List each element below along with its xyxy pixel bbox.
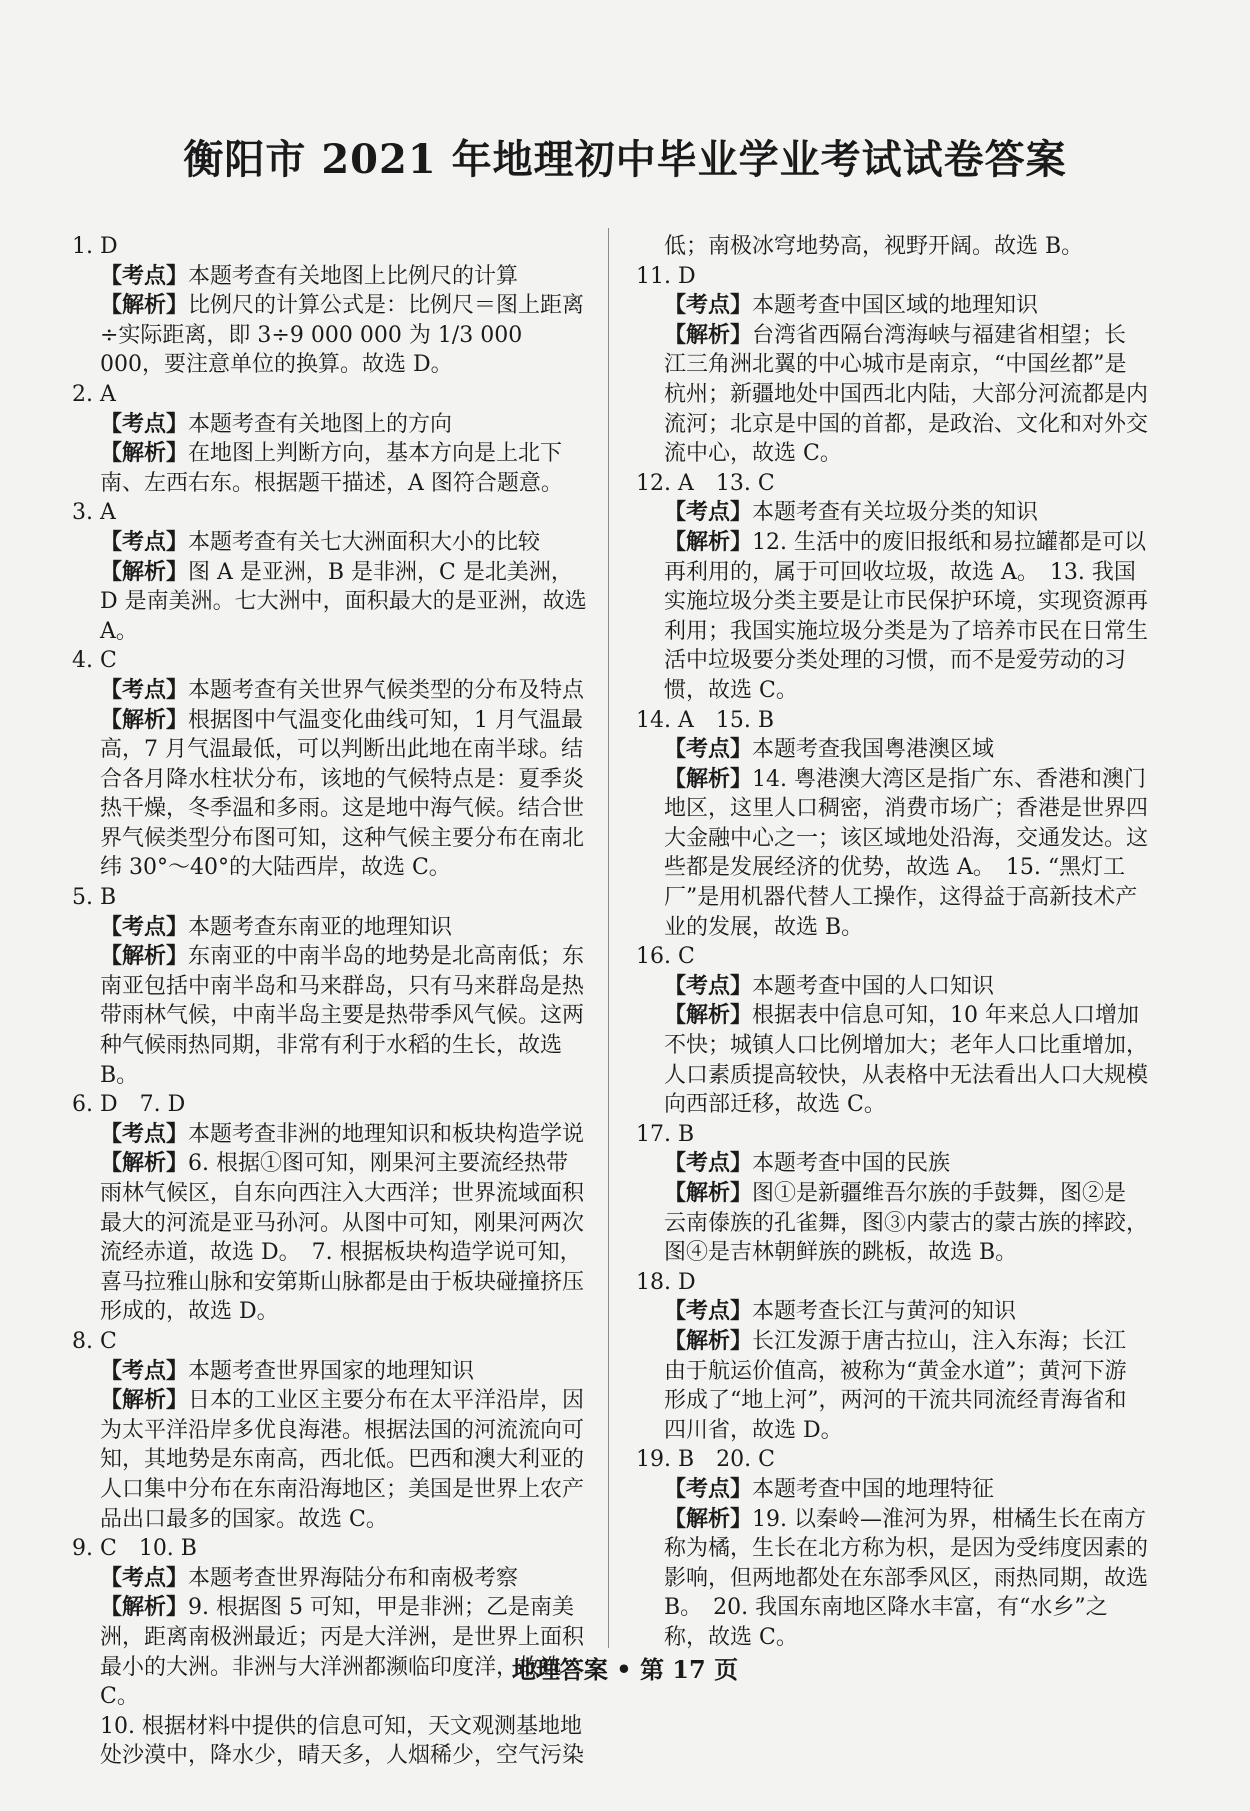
section-tag: 【考点】 bbox=[100, 1564, 189, 1591]
explanation-paragraph bbox=[664, 291, 1148, 321]
explanation-paragraph bbox=[100, 1386, 588, 1534]
column-divider bbox=[608, 228, 609, 1648]
explanation-paragraph bbox=[664, 1297, 1148, 1327]
explanation-paragraph bbox=[664, 1179, 1148, 1268]
question-answer: 8. C bbox=[72, 1328, 117, 1354]
explanation-text: 14. 粤港澳大湾区是指广东、香港和澳门地区，这里人口稠密，消费市场广；香港是世界四大金融中心之一；该区域地处沿海，交通发达。这些都是发展经济的优势，故选 A。 15. “黑灯工厂”是用机器代替人工操作，这得益于高新技术产业的发展，故选 B。 bbox=[664, 766, 1149, 940]
section-tag: 【解析】 bbox=[664, 321, 753, 348]
section-tag: 【解析】 bbox=[664, 765, 753, 792]
explanation-paragraph bbox=[664, 321, 1148, 469]
explanation-text: 图 A 是亚洲，B 是非洲，C 是北美洲，D 是南美洲。七大洲中，面积最大的是亚洲，故选 A。 bbox=[100, 559, 587, 644]
explanation-text: 本题考查有关世界气候类型的分布及特点 bbox=[188, 677, 585, 703]
question-answer: 18. D bbox=[636, 1269, 696, 1295]
section-tag: 【解析】 bbox=[664, 1327, 753, 1354]
question-answer: 11. D bbox=[636, 263, 696, 289]
section-tag: 【考点】 bbox=[664, 499, 753, 526]
section-tag: 【考点】 bbox=[664, 1298, 753, 1325]
explanation-paragraph bbox=[100, 1120, 588, 1150]
question-answer: 12. A 13. C bbox=[636, 470, 775, 496]
explanation-text: 本题考查有关七大洲面积大小的比较 bbox=[188, 529, 541, 555]
explanation-text: 本题考查有关地图上比例尺的计算 bbox=[188, 263, 519, 289]
explanation-text: 根据图中气温变化曲线可知，1 月气温最高，7 月气温最低，可以判断出此地在南半球。结合各月降水柱状分布，该地的气候特点是：夏季炎热干燥，冬季温和多雨。这是地中海气候。结合世界气候类型分布图可知，这种气候主要分布在南北纬 30°～40°的大陆西岸，故选 C。 bbox=[100, 707, 585, 881]
explanation-text: 本题考查东南亚的地理知识 bbox=[188, 914, 453, 940]
explanation-text: 本题考查我国粤港澳区域 bbox=[752, 737, 995, 763]
question-answer: 5. B bbox=[72, 885, 117, 911]
explanation-text: 本题考查中国的人口知识 bbox=[752, 973, 995, 999]
explanation-paragraph bbox=[664, 735, 1148, 765]
section-tag: 【解析】 bbox=[100, 440, 189, 467]
explanation-paragraph bbox=[664, 1475, 1148, 1505]
page-footer: 地理答案 • 第 17 页 bbox=[511, 1655, 739, 1684]
explanation-paragraph bbox=[664, 1327, 1148, 1445]
explanation-text: 比例尺的计算公式是：比例尺＝图上距离÷实际距离，即 3÷9 000 000 为 1/3 000 000，要注意单位的换算。故选 D。 bbox=[100, 293, 585, 378]
explanation-text: 根据表中信息可知，10 年来总人口增加不快；城镇人口比例增加大；老年人口比重增加，人口素质提高较快，从表格中无法看出人口大规模向西部迁移，故选 C。 bbox=[664, 1003, 1149, 1118]
question-answer: 2. A bbox=[72, 381, 116, 407]
explanation-text: 本题考查世界海陆分布和南极考察 bbox=[188, 1565, 519, 1591]
explanation-paragraph bbox=[100, 1357, 588, 1387]
section-tag: 【解析】 bbox=[664, 1180, 753, 1206]
section-tag: 【解析】 bbox=[100, 292, 189, 319]
section-tag: 【解析】 bbox=[100, 943, 189, 970]
explanation-paragraph bbox=[100, 1149, 588, 1327]
section-tag: 【考点】 bbox=[100, 410, 189, 437]
explanation-paragraph bbox=[100, 706, 588, 884]
explanation-text: 本题考查有关地图上的方向 bbox=[188, 411, 453, 437]
explanation-paragraph bbox=[100, 942, 588, 1090]
explanation-text: 东南亚的中南半岛的地势是北高南低；东南亚包括中南半岛和马来群岛，只有马来群岛是热带雨林气候，中南半岛主要是热带季风气候。这两种气候雨热同期，非常有利于水稻的生长，故选 B。 bbox=[100, 944, 585, 1088]
section-tag: 【解析】 bbox=[100, 558, 189, 585]
section-tag: 【考点】 bbox=[100, 1357, 189, 1384]
explanation-text: 本题考查中国的地理特征 bbox=[752, 1476, 995, 1502]
question-answer: 16. C bbox=[636, 944, 695, 970]
right-column bbox=[636, 232, 1148, 1653]
section-tag: 【解析】 bbox=[664, 528, 753, 555]
explanation-text: 本题考查非洲的地理知识和板块构造学说 bbox=[188, 1121, 585, 1147]
explanation-paragraph bbox=[100, 439, 588, 498]
section-tag: 【解析】 bbox=[664, 1002, 753, 1029]
explanation-paragraph bbox=[100, 410, 588, 440]
page-title: 衡阳市 2021 年地理初中毕业学业考试试卷答案 bbox=[183, 136, 1067, 183]
explanation-paragraph bbox=[664, 1001, 1148, 1119]
explanation-text: 低；南极冰穹地势高，视野开阔。故选 B。 bbox=[664, 234, 1084, 259]
explanation-text: 长江发源于唐古拉山，注入东海；长江由于航运价值高，被称为“黄金水道”；黄河下游形成了“地上河”，两河的干流共同流经青海省和四川省，故选 D。 bbox=[664, 1328, 1127, 1443]
section-tag: 【解析】 bbox=[664, 1505, 753, 1532]
explanation-paragraph bbox=[100, 558, 588, 647]
explanation-paragraph bbox=[664, 1149, 1148, 1179]
question-answer: 19. B 20. C bbox=[636, 1447, 775, 1473]
section-tag: 【考点】 bbox=[664, 736, 753, 763]
section-tag: 【解析】 bbox=[100, 1387, 189, 1414]
section-tag: 【解析】 bbox=[100, 1150, 189, 1177]
explanation-text: 6. 根据①图可知，刚果河主要流经热带雨林气候区，自东向西注入大西洋；世界流域面积最大的河流是亚马孙河。从图中可知，刚果河两次流经赤道，故选 D。 7. 根据板块构造学说可知，喜马拉雅山脉和安第斯山脉都是由于板块碰撞挤压形成的，故选 D。 bbox=[100, 1151, 585, 1325]
question-answer: 9. C 10. B bbox=[72, 1536, 197, 1562]
section-tag: 【解析】 bbox=[100, 1594, 189, 1621]
explanation-paragraph bbox=[664, 232, 1148, 262]
explanation-text: 本题考查世界国家的地理知识 bbox=[188, 1358, 475, 1384]
explanation-paragraph bbox=[664, 972, 1148, 1002]
explanation-paragraph bbox=[100, 262, 588, 292]
section-tag: 【考点】 bbox=[100, 1120, 189, 1147]
explanation-text: 10. 根据材料中提供的信息可知，天文观测基地地处沙漠中，降水少，晴天多，人烟稀少，空气污染 bbox=[100, 1713, 585, 1769]
explanation-text: 9. 根据图 5 可知，甲是非洲；乙是南美洲，距离南极洲最近；丙是大洋洲，是世界上面积最小的大洲。非洲与大洋洲都濒临印度洋，故选 C。 bbox=[100, 1595, 585, 1710]
explanation-text: 日本的工业区主要分布在太平洋沿岸，因为太平洋沿岸多优良海港。根据法国的河流流向可知，其地势是东南高，西北低。巴西和澳大利亚的人口集中分布在东南沿海地区；美国是世界上农产品出口最多的国家。故选 C。 bbox=[100, 1388, 585, 1532]
section-tag: 【考点】 bbox=[664, 972, 753, 999]
explanation-paragraph bbox=[100, 291, 588, 380]
section-tag: 【考点】 bbox=[100, 913, 189, 940]
explanation-paragraph bbox=[664, 498, 1148, 528]
section-tag: 【考点】 bbox=[664, 1150, 753, 1177]
section-tag: 【考点】 bbox=[100, 262, 189, 289]
left-column bbox=[72, 232, 588, 1771]
explanation-paragraph bbox=[100, 913, 588, 943]
question-answer: 17. B bbox=[636, 1121, 695, 1147]
question-answer: 1. D bbox=[72, 234, 118, 259]
explanation-paragraph bbox=[100, 528, 588, 558]
explanation-paragraph bbox=[100, 676, 588, 706]
question-answer: 14. A 15. B bbox=[636, 707, 775, 733]
section-tag: 【考点】 bbox=[664, 292, 753, 319]
explanation-text: 本题考查中国区域的地理知识 bbox=[752, 293, 1039, 319]
question-answer: 4. C bbox=[72, 648, 117, 674]
explanation-text: 本题考查长江与黄河的知识 bbox=[752, 1299, 1017, 1325]
explanation-text: 本题考查中国的民族 bbox=[752, 1151, 951, 1177]
explanation-paragraph bbox=[100, 1712, 588, 1771]
explanation-paragraph bbox=[664, 528, 1148, 706]
explanation-text: 图①是新疆维吾尔族的手鼓舞，图②是云南傣族的孔雀舞，图③内蒙古的蒙古族的摔跤，图④是吉林朝鲜族的跳板，故选 B。 bbox=[664, 1181, 1149, 1266]
section-tag: 【解析】 bbox=[100, 706, 189, 733]
explanation-text: 19. 以秦岭—淮河为界，柑橘生长在南方称为橘，生长在北方称为枳，是因为受纬度因素的影响，但两地都处在东部季风区，雨热同期，故选 B。 20. 我国东南地区降水丰富，有“水乡”之称，故选 C。 bbox=[664, 1506, 1149, 1650]
explanation-text: 台湾省西隔台湾海峡与福建省相望；长江三角洲北翼的中心城市是南京，“中国丝都”是杭州；新疆地处中国西北内陆，大部分河流都是内流河；北京是中国的首都，是政治、文化和对外交流中心，故选 C。 bbox=[664, 322, 1149, 467]
explanation-paragraph bbox=[100, 1564, 588, 1594]
question-answer: 6. D 7. D bbox=[72, 1092, 186, 1118]
explanation-text: 本题考查有关垃圾分类的知识 bbox=[752, 500, 1039, 526]
explanation-text: 在地图上判断方向，基本方向是上北下南、左西右东。根据题干描述，A 图符合题意。 bbox=[100, 441, 563, 496]
explanation-paragraph bbox=[664, 1505, 1148, 1653]
question-answer: 3. A bbox=[72, 500, 116, 526]
section-tag: 【考点】 bbox=[100, 528, 189, 555]
explanation-paragraph bbox=[664, 765, 1148, 943]
explanation-text: 12. 生活中的废旧报纸和易拉罐都是可以再利用的，属于可回收垃圾，故选 A。 13. 我国实施垃圾分类主要是让市民保护环境，实现资源再利用；我国实施垃圾分类是为了培养市民在日常生活中垃圾要分类处理的习惯，而不是爱劳动的习惯，故选 C。 bbox=[664, 529, 1149, 703]
section-tag: 【考点】 bbox=[664, 1475, 753, 1502]
section-tag: 【考点】 bbox=[100, 676, 189, 703]
